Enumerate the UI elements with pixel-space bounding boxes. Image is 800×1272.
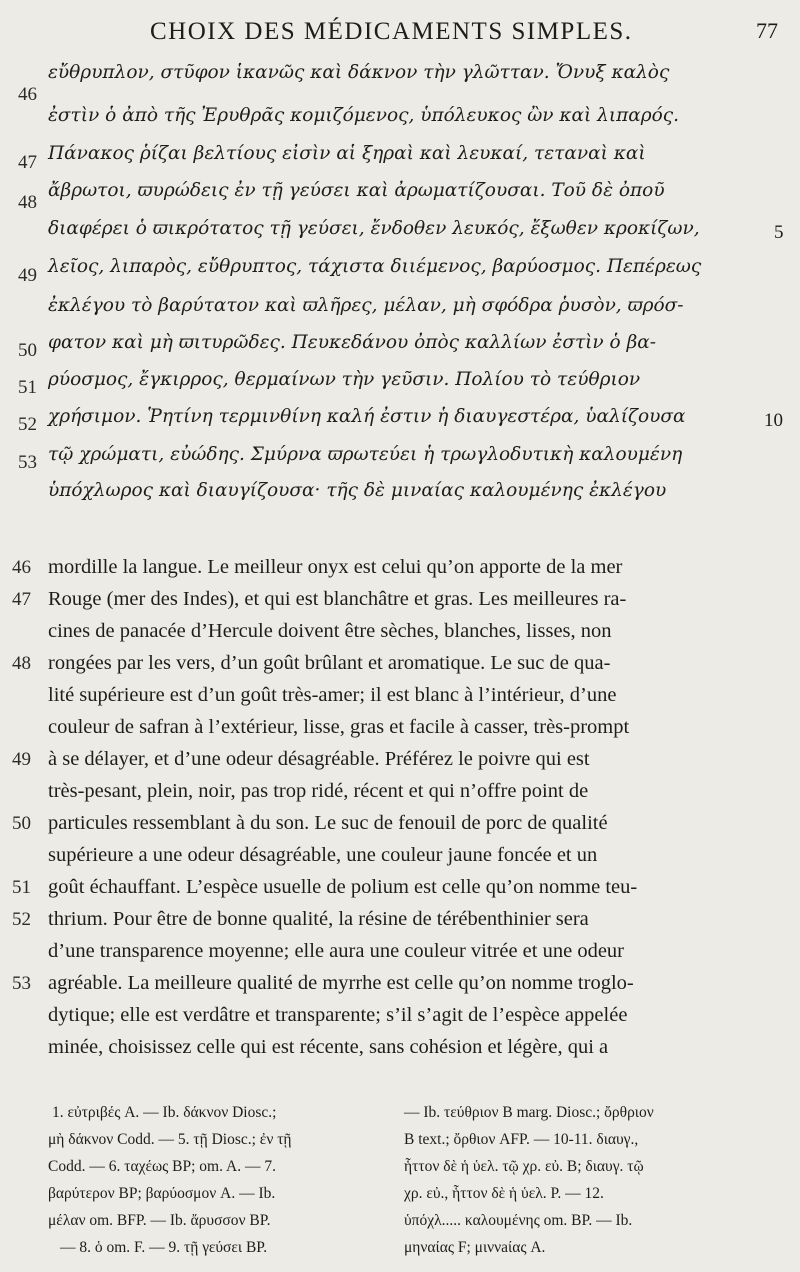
french-line-number: 46: [12, 557, 31, 578]
french-line: thrium. Pour être de bonne qualité, la résine de térébenthinier sera: [48, 908, 589, 930]
apparatus-note: μὴ δάκνον Codd. — 5. τῇ Diosc.; ἐν τῇ: [48, 1131, 292, 1148]
greek-line-number: 48: [18, 192, 37, 213]
greek-line-number: 47: [18, 152, 37, 173]
greek-line: ρύοσμος, ἔγκιρρος, θερμαίνων τὴν γεῦσιν. Πολίου τὸ τεύθριον: [48, 369, 641, 390]
greek-line: λεῖος, λιπαρὸς, εὔθρυπτος, τάχιστα διιέμενος, βαρύοσμος. Πεπέρεως: [48, 256, 702, 277]
greek-line-number: 50: [18, 340, 37, 361]
french-line: agréable. La meilleure qualité de myrrhe est celle qu’on nomme troglo-: [48, 972, 634, 994]
french-line: dytique; elle est verdâtre et transparente; s’il s’agit de l’espèce appelée: [48, 1004, 628, 1026]
french-line-number: 47: [12, 589, 31, 610]
apparatus-note: ὑπόχλ..... καλουμένης om. BP. — Ib.: [404, 1212, 633, 1229]
french-line: mordille la langue. Le meilleur onyx est celui qu’on apporte de la mer: [48, 556, 623, 578]
greek-line: ἐστὶν ὁ ἀπὸ τῆς Ἐρυθρᾶς κομιζόμενος, ὑπόλευκος ὢν καὶ λιπαρός.: [48, 105, 680, 126]
greek-line: Πάνακος ῥίζαι βελτίους εἰσὶν αἱ ξηραὶ καὶ λευκαί, τεταναὶ καὶ: [48, 143, 646, 164]
french-line: minée, choisissez celle qui est récente, sans cohésion et légère, qui a: [48, 1036, 609, 1058]
french-line-number: 51: [12, 877, 31, 898]
french-line: lité supérieure est d’un goût très-amer; il est blanc à l’intérieur, d’une: [48, 684, 617, 706]
french-line: très-pesant, plein, noir, pas trop ridé, récent et qui n’offre point de: [48, 780, 589, 802]
greek-line-number: 52: [18, 414, 37, 435]
greek-line: διαφέρει ὁ ϖικρότατος τῇ γεύσει, ἔνδοθεν λευκός, ἔξωθεν κροκίζων,: [48, 218, 700, 239]
french-line: couleur de safran à l’extérieur, lisse, gras et facile à casser, très-prompt: [48, 716, 630, 738]
apparatus-note: B text.; ὄρθιον AFP. — 10-11. διαυγ.,: [404, 1131, 639, 1148]
french-line: Rouge (mer des Indes), et qui est blanchâtre et gras. Les meilleures ra-: [48, 588, 627, 610]
greek-line: φατον καὶ μὴ ϖιτυρῶδες. Πευκεδάνου ὀπὸς καλλίων ἐστὶν ὁ βα-: [48, 332, 657, 353]
running-title: CHOIX DES MÉDICAMENTS SIMPLES.: [150, 18, 633, 45]
french-line: d’une transparence moyenne; elle aura une couleur vitrée et une odeur: [48, 940, 625, 962]
french-line-number: 48: [12, 653, 31, 674]
greek-line-number: 46: [18, 84, 37, 105]
greek-line: χρήσιμον. Ῥητίνη τερμινθίνη καλή ἐστιν ἡ διαυγεστέρα, ὑαλίζουσα: [48, 406, 686, 427]
apparatus-note: — Ib. τεύθριον B marg. Diosc.; ὄρθριον: [404, 1104, 654, 1121]
page-number: 77: [756, 18, 778, 43]
french-line-number: 53: [12, 973, 31, 994]
greek-line-number: 53: [18, 452, 37, 473]
french-line-number: 50: [12, 813, 31, 834]
french-line: rongées par les vers, d’un goût brûlant et aromatique. Le suc de qua-: [48, 652, 611, 674]
greek-line: εὔθρυπλον, στῦφον ἱκανῶς καὶ δάκνον τὴν γλῶτταν. Ὄνυξ καλὸς: [48, 62, 670, 83]
french-line: particules ressemblant à du son. Le suc de fenouil de porc de qualité: [48, 812, 608, 834]
greek-line: τῷ χρώματι, εὐώδης. Σμύρνα ϖρωτεύει ἡ τρωγλοδυτικὴ καλουμένη: [48, 444, 683, 465]
apparatus-note: 1. εὐτριβές A. — Ib. δάκνον Diosc.;: [52, 1104, 277, 1121]
french-line: goût échauffant. L’espèce usuelle de polium est celle qu’on nomme teu-: [48, 876, 638, 898]
apparatus-note: βαρύτερον BP; βαρύοσμον A. — Ib.: [48, 1185, 276, 1202]
french-line-number: 49: [12, 749, 31, 770]
running-head: [0, 18, 800, 50]
greek-line: ὑπόχλωρος καὶ διαυγίζουσα· τῆς δὲ μιναίας καλουμένης ἐκλέγου: [48, 480, 667, 501]
greek-line-number: 49: [18, 265, 37, 286]
french-line-number: 52: [12, 909, 31, 930]
margin-line-count: 5: [774, 222, 784, 243]
apparatus-note: ἧττον δὲ ἡ ὑελ. τῷ χρ. εὐ. B; διαυγ. τῷ: [404, 1158, 644, 1175]
greek-line: ἐκλέγου τὸ βαρύτατον καὶ ϖλῆρες, μέλαν, μὴ σφόδρα ῥυσὸν, ϖρόσ-: [48, 295, 684, 316]
apparatus-note: μηναίας F; μιννaίας A.: [404, 1239, 546, 1256]
greek-line: ἄβρωτοι, ϖυρώδεις ἐν τῇ γεύσει καὶ ἀρωματίζουσαι. Τοῦ δὲ ὀποῦ: [48, 180, 665, 201]
apparatus-note: χρ. εὐ., ἧττον δὲ ἡ ὑελ. P. — 12.: [404, 1185, 604, 1202]
french-line: supérieure a une odeur désagréable, une couleur jaune foncée et un: [48, 844, 598, 866]
apparatus-note: μέλαν om. BFP. — Ib. ἄρυσσον BP.: [48, 1212, 271, 1229]
margin-line-count: 10: [764, 410, 783, 431]
apparatus-note: Codd. — 6. ταχέως BP; om. A. — 7.: [48, 1158, 276, 1175]
french-line: à se délayer, et d’une odeur désagréable. Préférez le poivre qui est: [48, 748, 590, 770]
greek-line-number: 51: [18, 377, 37, 398]
apparatus-note: — 8. ὁ om. F. — 9. τῇ γεύσει BP.: [60, 1239, 268, 1256]
french-line: cines de panacée d’Hercule doivent être sèches, blanches, lisses, non: [48, 620, 612, 642]
